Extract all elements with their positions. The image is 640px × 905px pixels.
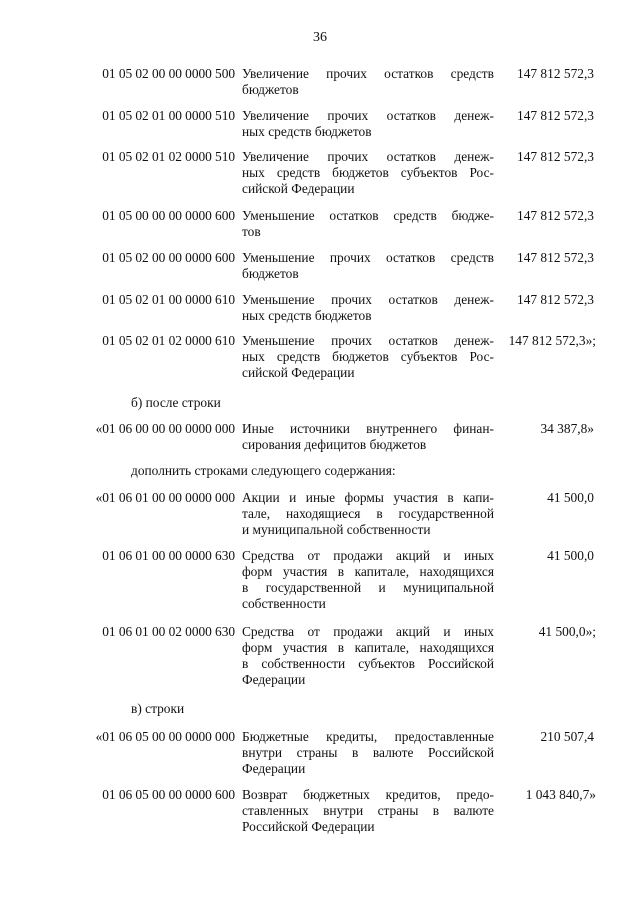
row-description xyxy=(242,108,494,140)
budget-code: 01 06 01 00 02 0000 630 xyxy=(102,624,235,639)
description-line: Средства от продажи акций и иных xyxy=(242,548,494,563)
description-line: Уменьшение прочих остатков денеж- xyxy=(242,292,494,307)
description-line: форм участия в капитале, находящихся xyxy=(242,640,494,655)
description-line: ных средств бюджетов xyxy=(242,308,372,323)
amount: 41 500,0 xyxy=(547,490,594,505)
budget-code: 01 05 02 01 02 0000 610 xyxy=(102,333,235,348)
budget-code: 01 06 01 00 00 0000 630 xyxy=(102,548,235,563)
description-line: форм участия в капитале, находящихся xyxy=(242,564,494,579)
row-description xyxy=(242,787,494,835)
budget-code: 01 05 02 00 00 0000 600 xyxy=(102,250,235,265)
row-description xyxy=(242,729,494,777)
section-heading: дополнить строками следующего содержания: xyxy=(131,463,396,478)
row-description xyxy=(242,421,494,453)
description-line: тале, находящиеся в государственной xyxy=(242,506,494,521)
row-description xyxy=(242,490,494,538)
budget-code: 01 05 02 01 02 0000 510 xyxy=(102,149,235,164)
description-line: Уменьшение прочих остатков средств xyxy=(242,250,494,265)
description-line: бюджетов xyxy=(242,266,299,281)
description-line: ставленных внутри страны в валюте xyxy=(242,803,494,818)
description-line: сирования дефицитов бюджетов xyxy=(242,437,427,452)
budget-code: 01 05 02 00 00 0000 500 xyxy=(102,66,235,81)
amount: 147 812 572,3 xyxy=(517,149,594,164)
description-line: ных средств бюджетов xyxy=(242,124,372,139)
description-line: Уменьшение остатков средств бюдже- xyxy=(242,208,494,223)
description-line: Федерации xyxy=(242,761,306,776)
description-line: собственности xyxy=(242,596,326,611)
row-description xyxy=(242,624,494,688)
description-line: бюджетов xyxy=(242,82,299,97)
description-line: в собственности субъектов Российской xyxy=(242,656,494,671)
description-line: Акции и иные формы участия в капи- xyxy=(242,490,494,505)
budget-code: «01 06 05 00 00 0000 000 xyxy=(95,729,235,744)
description-line: Уменьшение прочих остатков денеж- xyxy=(242,333,494,348)
section-heading: б) после строки xyxy=(131,395,221,410)
row-description xyxy=(242,208,494,240)
description-line: Федерации xyxy=(242,672,306,687)
page-number: 36 xyxy=(313,30,327,45)
budget-code: 01 05 02 01 00 0000 610 xyxy=(102,292,235,307)
budget-code: «01 06 01 00 00 0000 000 xyxy=(95,490,235,505)
row-description xyxy=(242,333,494,381)
row-description xyxy=(242,548,494,612)
amount: 147 812 572,3»; xyxy=(508,333,596,348)
description-line: в государственной и муниципальной xyxy=(242,580,494,595)
amount: 41 500,0»; xyxy=(538,624,596,639)
amount: 147 812 572,3 xyxy=(517,292,594,307)
row-description xyxy=(242,250,494,282)
budget-code: «01 06 00 00 00 0000 000 xyxy=(95,421,235,436)
budget-code: 01 06 05 00 00 0000 600 xyxy=(102,787,235,802)
amount: 147 812 572,3 xyxy=(517,66,594,81)
amount: 147 812 572,3 xyxy=(517,250,594,265)
amount: 210 507,4 xyxy=(540,729,594,744)
description-line: Бюджетные кредиты, предоставленные xyxy=(242,729,494,744)
row-description xyxy=(242,292,494,324)
description-line: Российской Федерации xyxy=(242,819,375,834)
description-line: и муниципальной собственности xyxy=(242,522,431,537)
description-line: Увеличение прочих остатков денеж- xyxy=(242,108,494,123)
description-line: сийской Федерации xyxy=(242,365,355,380)
section-heading: в) строки xyxy=(131,701,185,716)
amount: 1 043 840,7» xyxy=(525,787,596,802)
budget-code: 01 05 00 00 00 0000 600 xyxy=(102,208,235,223)
description-line: сийской Федерации xyxy=(242,181,355,196)
description-line: ных средств бюджетов субъектов Рос- xyxy=(242,165,494,180)
budget-code: 01 05 02 01 00 0000 510 xyxy=(102,108,235,123)
description-line: Иные источники внутреннего финан- xyxy=(242,421,494,436)
amount: 41 500,0 xyxy=(547,548,594,563)
row-description xyxy=(242,149,494,197)
description-line: Увеличение прочих остатков денеж- xyxy=(242,149,494,164)
amount: 147 812 572,3 xyxy=(517,208,594,223)
description-line: тов xyxy=(242,224,261,239)
description-line: Увеличение прочих остатков средств xyxy=(242,66,494,81)
amount: 34 387,8» xyxy=(540,421,594,436)
amount: 147 812 572,3 xyxy=(517,108,594,123)
description-line: Возврат бюджетных кредитов, предо- xyxy=(242,787,494,802)
row-description xyxy=(242,66,494,98)
description-line: ных средств бюджетов субъектов Рос- xyxy=(242,349,494,364)
description-line: внутри страны в валюте Российской xyxy=(242,745,494,760)
description-line: Средства от продажи акций и иных xyxy=(242,624,494,639)
